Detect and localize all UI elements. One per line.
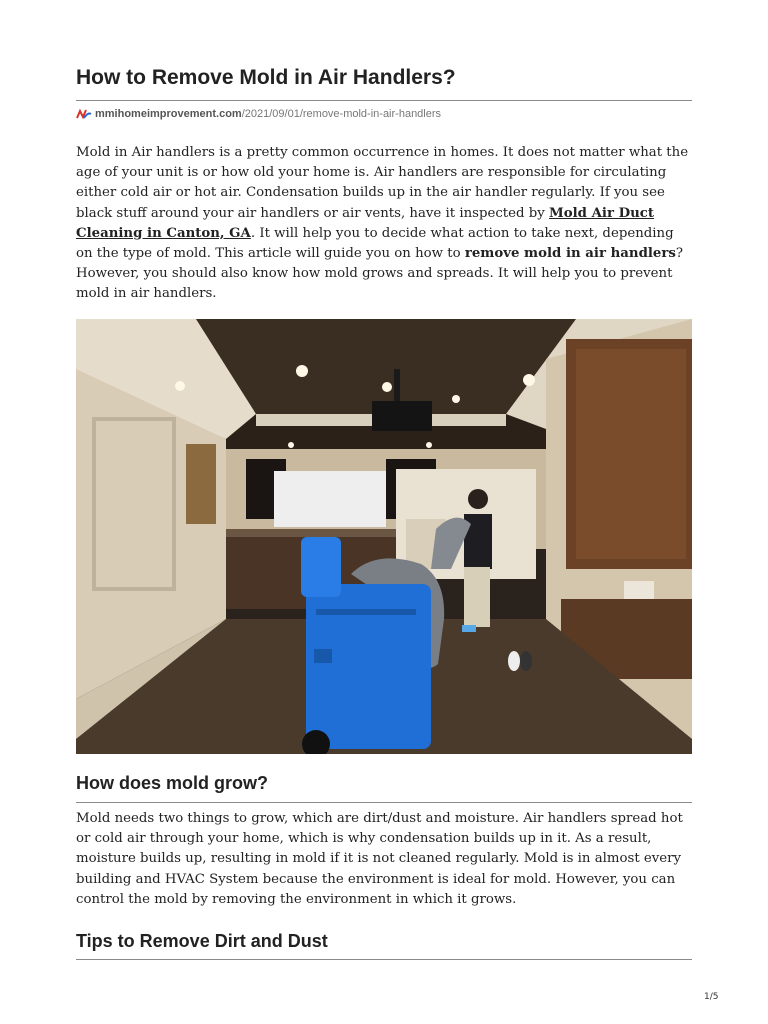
canton-mold-duct-cleaning-link[interactable]: Mold Air Duct Cleaning in Canton, GA [76, 205, 655, 241]
intro-bold-phrase: remove mold in air handlers [464, 246, 676, 262]
page-number: 1/5 [704, 992, 719, 1002]
intro-paragraph [76, 143, 692, 305]
title-divider [76, 100, 692, 101]
article-photo [76, 319, 692, 754]
section2-divider [76, 959, 692, 960]
mold-growth-paragraph: Mold needs two things to grow, which are dirt/dust and moisture. Air handlers spread hot or cold air through your home, which is why condensation builds up in it. As a result, moisture builds up, resulting in mold if it is not cleaned regularly. Mold is in almost every building and HVAC System because the environment is ideal for mold. However, you can control the mold by removing the environment in which it grows. [76, 811, 683, 907]
section-heading-dirt-dust: Tips to Remove Dirt and Dust [76, 931, 328, 951]
section1-divider [76, 802, 692, 803]
source-line [76, 106, 441, 122]
section-heading-mold-growth: How does mold grow? [76, 773, 268, 793]
article-title: How to Remove Mold in Air Handlers? [76, 66, 456, 89]
intro-text-3: ? However, you should also know how mold grows and spreads. It will help you to prevent mold in air handlers. [76, 246, 684, 302]
site-logo-icon [76, 108, 92, 120]
source-domain-link[interactable]: mmihomeimprovement.com [95, 108, 242, 120]
source-path: /2021/09/01/remove-mold-in-air-handlers [241, 108, 442, 120]
intro-text-1: Mold in Air handlers is a pretty common occurrence in homes. It does not matter what the age of your unit is or how old your home is. Air handlers are responsible for circulating either cold air or hot air. Condensation builds up in the air handler regularly. If you see black stuff around your air handlers or air vents, have it inspected by [76, 145, 689, 221]
intro-text-2: . It will help you to decide what action to take next, depending on the type of mold. This article will guide you on how to [76, 225, 674, 262]
